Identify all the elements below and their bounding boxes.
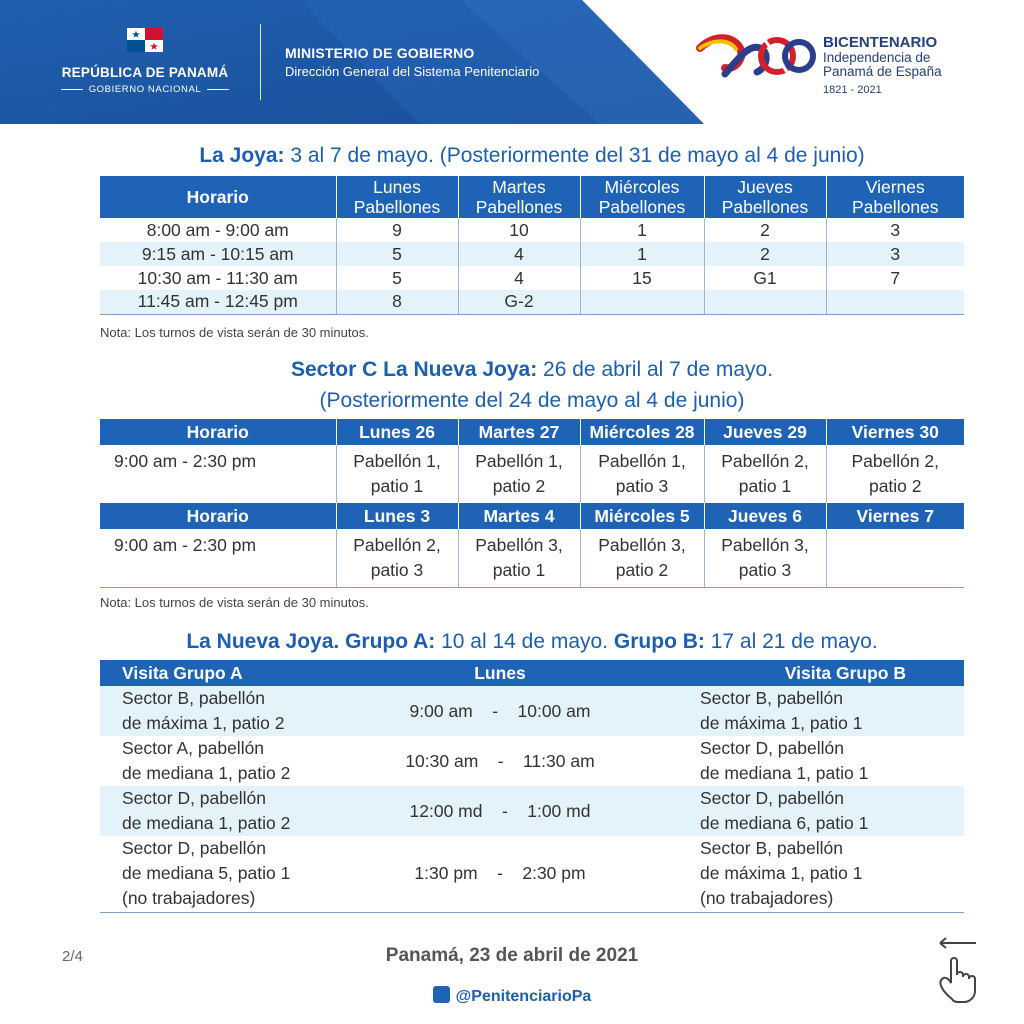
section2-title-line2: (Posteriormente del 24 de mayo al 4 de junio) [319,389,745,412]
republic-title: REPÚBLICA DE PANAMÁ [61,65,229,80]
header-horario: Horario [100,419,336,445]
table-row [100,290,964,314]
pabellon-cell [704,290,826,314]
government-subtitle [40,84,250,95]
bicentenario-text [823,34,942,96]
section2-note: Nota: Los turnos de vista serán de 30 minutos. [100,595,369,610]
grupo-a-cell: Sector A, pabellón de mediana 1, patio 2 [122,738,291,783]
section1-title [0,144,1024,168]
header-visita-grupo-a: Visita Grupo A [100,660,365,686]
header-sub: Pabellones [598,197,686,217]
pabellon-cell: 4 [458,266,580,290]
time-cell: 11:45 am - 12:45 pm [100,290,336,314]
twitter-handle[interactable] [0,986,1024,1006]
grupo-a-cell: Sector B, pabellón de máxima 1, patio 2 [100,686,365,736]
pabellon-cell: 4 [458,242,580,266]
header-sub: Pabellones [353,197,441,217]
pabellon-cell: Pabellón 2, patio 1 [704,445,826,503]
header-day: Martes 4 [458,503,580,529]
section1-title-bold: La Joya: [199,144,285,167]
time-cell: 10:30 am - 11:30 am [137,267,298,288]
pabellon-cell: 7 [826,266,964,290]
pabellon-cell: 10 [458,218,580,242]
bicentenario-line1: Independencia de [823,50,931,65]
pabellon-cell: 1 [580,218,704,242]
time-cell: 9:15 am - 10:15 am [100,242,336,266]
section3-title-a-bold: La Nueva Joya. Grupo A: [186,630,436,653]
bicentenario-logo [695,26,995,106]
pabellon-cell: 8 [336,290,458,314]
time-cell: 9:00 am - 2:30 pm [114,451,257,471]
grupo-b-cell: Sector B, pabellón de máxima 1, patio 1 [635,686,964,736]
pabellon-cell: Pabellón 1, patio 1 [336,445,458,503]
section2-title [0,358,1024,382]
table-row [100,445,964,503]
pabellon-cell [826,529,964,587]
time-range: 10:30 am - 11:30 am [405,750,595,771]
pabellon-cell: 2 [704,218,826,242]
bicentenario-years: 1821 - 2021 [823,84,882,96]
header-day: Jueves [737,177,793,197]
header-day: Miércoles 5 [580,503,704,529]
bicentenario-title: BICENTENARIO [823,34,938,51]
section2-title-rest: 26 de abril al 7 de mayo. [537,358,774,381]
table-row [100,786,964,836]
twitter-icon [433,986,450,1003]
pabellon-cell: Pabellón 3, patio 1 [458,529,580,587]
header-day: Martes [492,177,546,197]
section1-note: Nota: Los turnos de vista serán de 30 minutos. [100,325,369,340]
week-header-row [100,419,964,445]
header-visita-grupo-b: Visita Grupo B [635,660,964,686]
grupo-b-cell: Sector D, pabellón de mediana 6, patio 1 [635,786,964,836]
page-number: 2/4 [62,948,83,965]
swipe-hand-icon[interactable] [930,935,986,1007]
time-range-cell [365,686,635,736]
pabellon-cell: 1 [580,242,704,266]
pabellon-cell: 2 [704,242,826,266]
la-joya-table [100,176,964,315]
table-row [100,736,964,786]
header-sub: Pabellones [721,197,809,217]
section3-title-b-rest: 17 al 21 de mayo. [704,630,878,653]
header-day: Viernes 7 [826,503,964,529]
pabellon-cell: G-2 [458,290,580,314]
header-day: Lunes [373,177,421,197]
header-day: Martes 27 [458,419,580,445]
table-row [100,529,964,587]
time-range: 12:00 md - 1:00 md [409,800,591,821]
pabellon-cell: Pabellón 3, patio 2 [580,529,704,587]
header-day: Viernes 30 [826,419,964,445]
ministry-block [285,45,539,79]
header-cell-day [336,176,458,218]
header-day: Viernes [865,177,925,197]
table-row [100,836,964,912]
time-range-cell [365,786,635,836]
week-header-row [100,503,964,529]
header-cell-day [458,176,580,218]
time-range: 1:30 pm - 2:30 pm [414,863,586,884]
time-range-cell [365,736,635,786]
time-cell: 8:00 am - 9:00 am [146,219,289,240]
header-cell-day [826,176,964,218]
section3-title-b-bold: Grupo B: [613,630,705,653]
section2-title-bold: Sector C La Nueva Joya: [290,358,538,381]
ministry-title: MINISTERIO DE GOBIERNO [285,45,475,61]
pabellon-cell [826,290,964,314]
header-day: Jueves 29 [704,419,826,445]
pabellon-cell: 5 [336,242,458,266]
pabellon-cell: Pabellón 2, patio 2 [826,445,964,503]
pabellon-cell: 15 [580,266,704,290]
time-cell: 9:00 am - 2:30 pm [100,529,336,587]
header-cell-horario: Horario [100,176,336,218]
grupo-b-cell: Sector B, pabellón de máxima 1, patio 1 (no trabajadores) [635,836,964,912]
page-header [0,0,1024,124]
grupo-table [100,660,964,913]
bicentenario-logo-icon [695,26,817,86]
header-day: Miércoles 28 [580,419,704,445]
grupo-a-cell: Sector D, pabellón de mediana 1, patio 2 [100,786,365,836]
time-range-cell [365,836,635,912]
table-row [100,242,964,266]
pabellon-cell [580,290,704,314]
panama-flag-icon [127,28,163,52]
header-divider [260,24,261,100]
pabellon-cell: 3 [826,218,964,242]
pabellon-cell: 5 [336,266,458,290]
pabellon-cell: Pabellón 3, patio 3 [704,529,826,587]
header-cell-day [580,176,704,218]
pabellon-cell: G1 [704,266,826,290]
header-day: Jueves 6 [704,503,826,529]
grupo-header-row [100,660,964,686]
time-range: 9:00 am - 10:00 am [409,700,591,721]
header-lunes: Lunes [365,660,635,686]
header-sub: Pabellones [475,197,563,217]
pabellon-cell: 3 [826,242,964,266]
header-sub: Pabellones [851,197,939,217]
header-day: Lunes 26 [336,419,458,445]
ministry-direction: Dirección General del Sistema Penitenciario [285,64,540,79]
pabellon-cell: 9 [336,218,458,242]
table-row [100,686,964,736]
header-horario: Horario [100,503,336,529]
header-day: Miércoles [604,177,680,197]
table-row [100,218,964,242]
section1-title-rest: 3 al 7 de mayo. (Posteriormente del 31 de mayo al 4 de junio) [284,144,865,167]
footer-date: Panamá, 23 de abril de 2021 [385,945,639,966]
pabellon-cell: Pabellón 2, patio 3 [336,529,458,587]
header-cell-day [704,176,826,218]
pabellon-cell: Pabellón 1, patio 2 [458,445,580,503]
header-day: Lunes 3 [336,503,458,529]
la-joya-header-row [100,176,964,218]
pabellon-cell: Pabellón 1, patio 3 [580,445,704,503]
section3-title [0,630,1024,654]
republic-logo [40,28,250,95]
table-row [100,266,964,290]
government-label: GOBIERNO NACIONAL [88,84,202,95]
section3-title-a-rest: 10 al 14 de mayo. [435,630,614,653]
twitter-handle-label: @PenitenciarioPa [455,988,592,1005]
bicentenario-line2: Panamá de España [823,64,942,79]
grupo-b-cell: Sector D, pabellón de mediana 1, patio 1 [700,738,869,783]
grupo-a-cell: Sector D, pabellón de mediana 5, patio 1 (no trabajadores) [100,836,365,912]
sector-c-table [100,419,964,588]
